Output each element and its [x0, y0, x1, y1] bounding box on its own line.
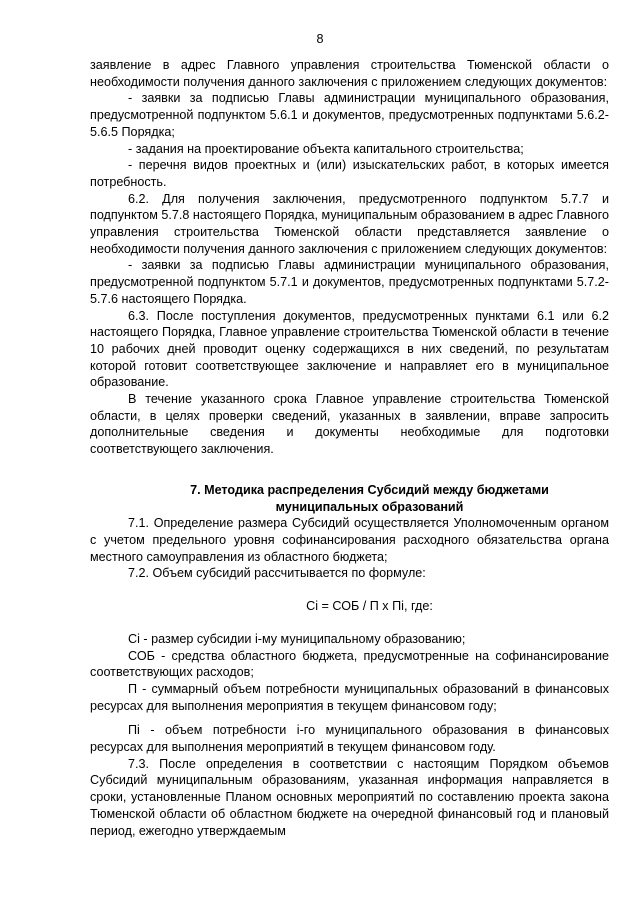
- paragraph: 7.3. После определения в соответствии с настоящим Порядком объемов Субсидий муниципальным образованиям, указанная информация направляется в сроки, установленные Планом основных мероприятий по составлению проекта закона Тюменской области об областном бюджете на очередной финансовый год и плановый период, ежегодно утверждаемым: [90, 756, 609, 838]
- paragraph: СОБ - средства областного бюджета, предусмотренные на софинансирование соответствующих расходов;: [90, 648, 609, 680]
- paragraph: П - суммарный объем потребности муниципальных образований в финансовых ресурсах для выполнения мероприятия в текущем финансовом году;: [90, 681, 609, 713]
- paragraph: 7.2. Объем субсидий рассчитывается по формуле:: [128, 566, 426, 581]
- paragraph: В течение указанного срока Главное управление строительства Тюменской области, в целях проверки сведений, указанных в заявлении, вправе запросить дополнительные сведения и документы необходимые для подготовки соответствующего заключения.: [90, 392, 609, 457]
- paragraph: 7.1. Определение размера Субсидий осуществляется Уполномоченным органом с учетом предельного уровня софинансирования расходного обязательства органа местного самоуправления из областного бюджета;: [90, 516, 609, 564]
- paragraph: Сi - размер субсидии i-му муниципальному образованию;: [128, 631, 466, 646]
- formula: Сi = СОБ / П х Пi, где:: [306, 599, 433, 614]
- paragraph: 6.2. Для получения заключения, предусмотренного подпунктом 5.7.7 и подпунктом 5.7.8 настоящего Порядка, муниципальным образованием в адрес Главного управления строительства Тюменской области представляется заявление о необходимости получения данного заключения с приложением следующих документов:: [90, 191, 609, 256]
- list-item: - перечня видов проектных и (или) изыскательских работ, в которых имеется потребность.: [90, 158, 609, 189]
- section-heading: [90, 482, 609, 515]
- document-body: [90, 57, 609, 839]
- section-heading-line1: 7. Методика распределения Субсидий между бюджетами: [190, 482, 549, 497]
- list-item: - заявки за подписью Главы администрации муниципального образования, предусмотренной подпунктом 5.7.1 и документов, предусмотренных подпунктами 5.7.2-5.7.6 настоящего Порядка.: [90, 258, 609, 306]
- list-item: - задания на проектирование объекта капитального строительства;: [128, 141, 524, 156]
- section-heading-line2: муниципальных образований: [275, 499, 464, 514]
- paragraph: Пi - объем потребности i-го муниципального образования в финансовых ресурсах для выполнения мероприятий в текущем финансовом году.: [90, 723, 609, 755]
- list-item: - заявки за подписью Главы администрации муниципального образования, предусмотренной подпунктом 5.6.1 и документов, предусмотренных подпунктами 5.6.2-5.6.5 Порядка;: [90, 91, 609, 139]
- paragraph: 6.3. После поступления документов, предусмотренных пунктами 6.1 или 6.2 настоящего Порядка, Главное управление строительства Тюменской области в течение 10 рабочих дней проводит оценку содержащихся в них сведений, по результатам которой готовит соответствующее заключение и направляет его в муниципальное образование.: [90, 308, 609, 390]
- paragraph: заявление в адрес Главного управления строительства Тюменской области о необходимости получения данного заключения с приложением следующих документов:: [90, 58, 609, 89]
- page-number: 8: [316, 32, 324, 46]
